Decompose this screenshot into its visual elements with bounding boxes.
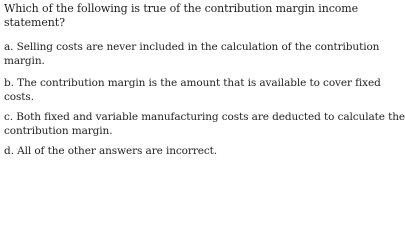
- option-c-line-1[interactable]: c. Both fixed and variable manufacturing costs are deducted to calculate the: [4, 111, 405, 123]
- question-text-line-1: Which of the following is true of the contribution margin income: [4, 2, 359, 15]
- option-a-line-2[interactable]: margin.: [4, 55, 45, 67]
- option-b-line-2[interactable]: costs.: [4, 91, 34, 103]
- question-text-line-2: statement?: [4, 16, 65, 29]
- option-a-line-1[interactable]: a. Selling costs are never included in the calculation of the contribution: [4, 41, 380, 53]
- option-c-line-2[interactable]: contribution margin.: [4, 125, 113, 137]
- option-b-line-1[interactable]: b. The contribution margin is the amount that is available to cover fixed: [4, 77, 381, 89]
- option-d-line-1[interactable]: d. All of the other answers are incorrect.: [4, 145, 217, 157]
